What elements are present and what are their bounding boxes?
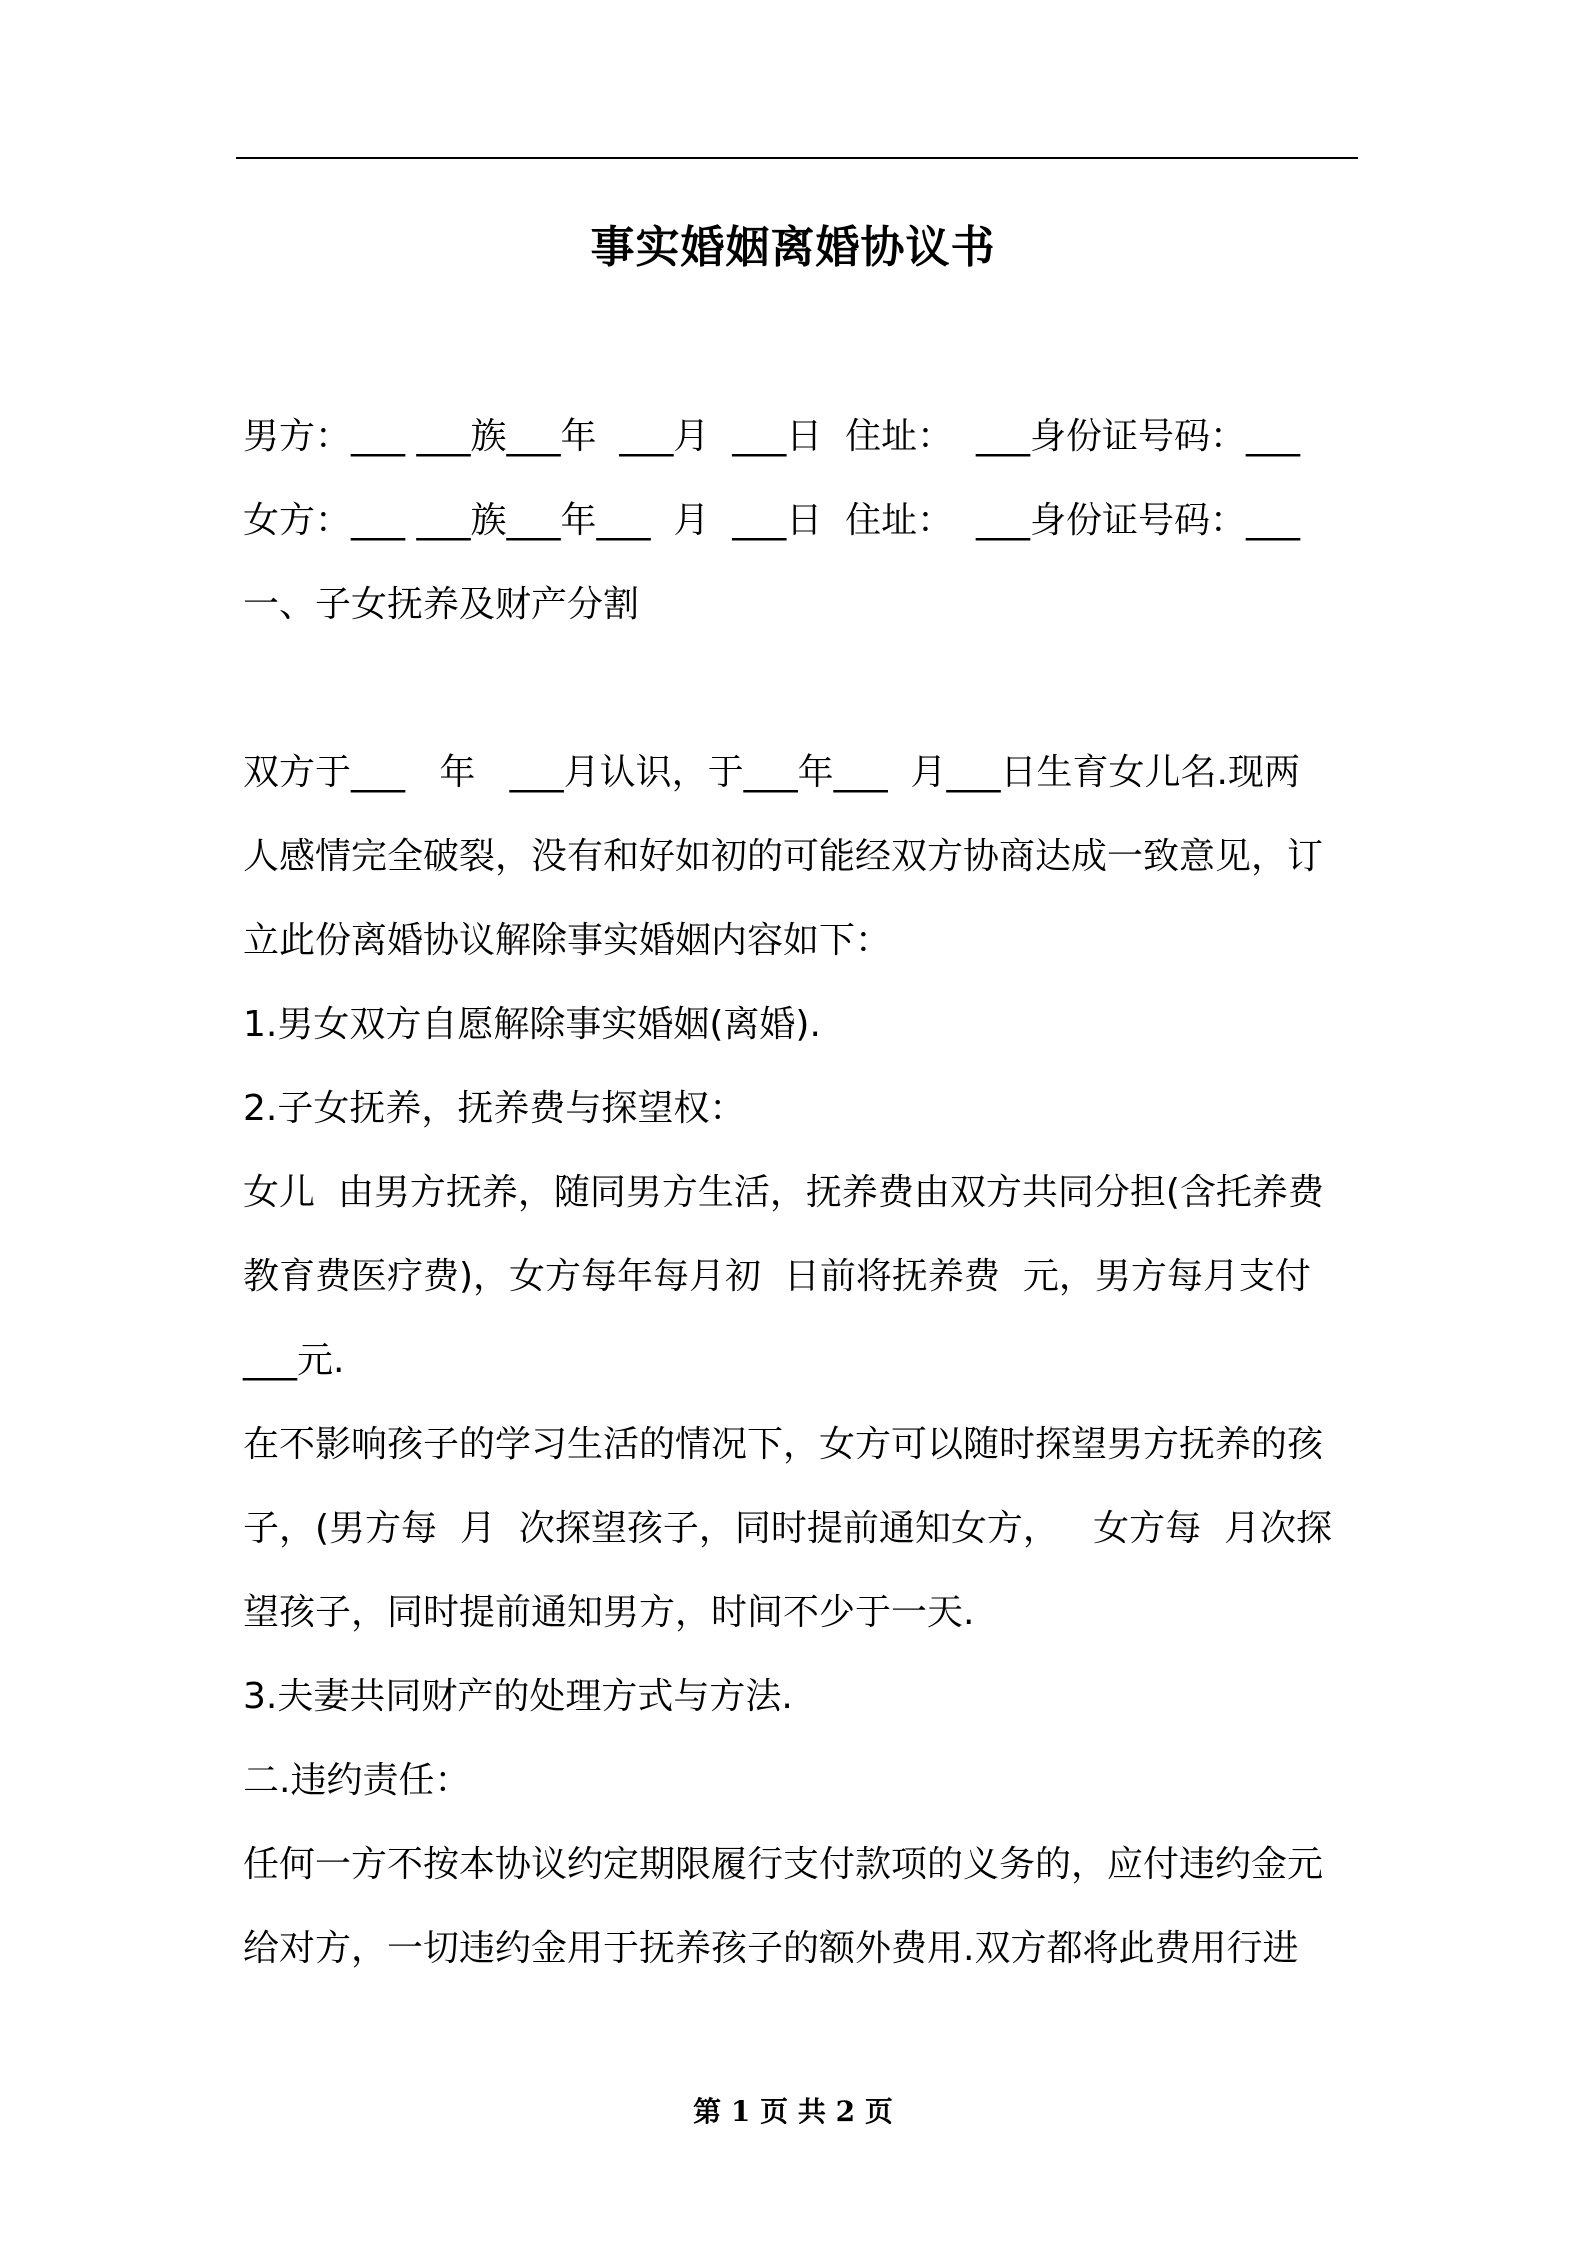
section-heading-breach: 二.违约责任：: [243, 1760, 471, 1801]
paragraph-line: 教育费医疗费)，女方每年每月初 日前将抚养费 元，男方每月支付: [243, 1256, 1311, 1297]
paragraph-line: 双方于___ 年 ___月认识，于___年___ 月___日生育女儿名.现两: [243, 752, 1300, 793]
paragraph-line: 给对方，一切违约金用于抚养孩子的额外费用.双方都将此费用行进: [243, 1928, 1299, 1969]
header-rule: [236, 157, 1358, 159]
paragraph-line: 任何一方不按本协议约定期限履行支付款项的义务的，应付违约金元: [243, 1844, 1324, 1885]
paragraph-line: 望孩子，同时提前通知男方，时间不少于一天.: [243, 1592, 975, 1633]
paragraph-line: 立此份离婚协议解除事实婚姻内容如下：: [243, 920, 892, 961]
paragraph-line: ___元.: [243, 1340, 345, 1381]
paragraph-line: 人感情完全破裂，没有和好如初的可能经双方协商达成一致意见，订: [243, 836, 1324, 877]
paragraph-line: 女儿 由男方抚养，随同男方生活，抚养费由双方共同分担(含托养费: [243, 1172, 1324, 1213]
clause-3: 3.夫妻共同财产的处理方式与方法.: [243, 1676, 793, 1717]
paragraph-line: 在不影响孩子的学习生活的情况下，女方可以随时探望男方抚养的孩: [243, 1424, 1324, 1465]
document-title: 事实婚姻离婚协议书: [590, 222, 996, 273]
section-heading-children-property: 一、子女抚养及财产分割: [243, 584, 640, 625]
female-party-line: 女方：___ ___族___年___ 月 ___日 住址： ___身份证号码：___: [243, 500, 1300, 541]
page-indicator: 第 1 页 共 2 页: [693, 2095, 893, 2128]
male-party-line: 男方：___ ___族___年 ___月 ___日 住址： ___身份证号码：___: [243, 416, 1300, 457]
clause-2-heading: 2.子女抚养，抚养费与探望权：: [243, 1088, 746, 1129]
clause-1: 1.男女双方自愿解除事实婚姻(离婚).: [243, 1004, 821, 1045]
paragraph-line: 子，(男方每 月 次探望孩子，同时提前通知女方， 女方每 月次探: [243, 1508, 1333, 1549]
